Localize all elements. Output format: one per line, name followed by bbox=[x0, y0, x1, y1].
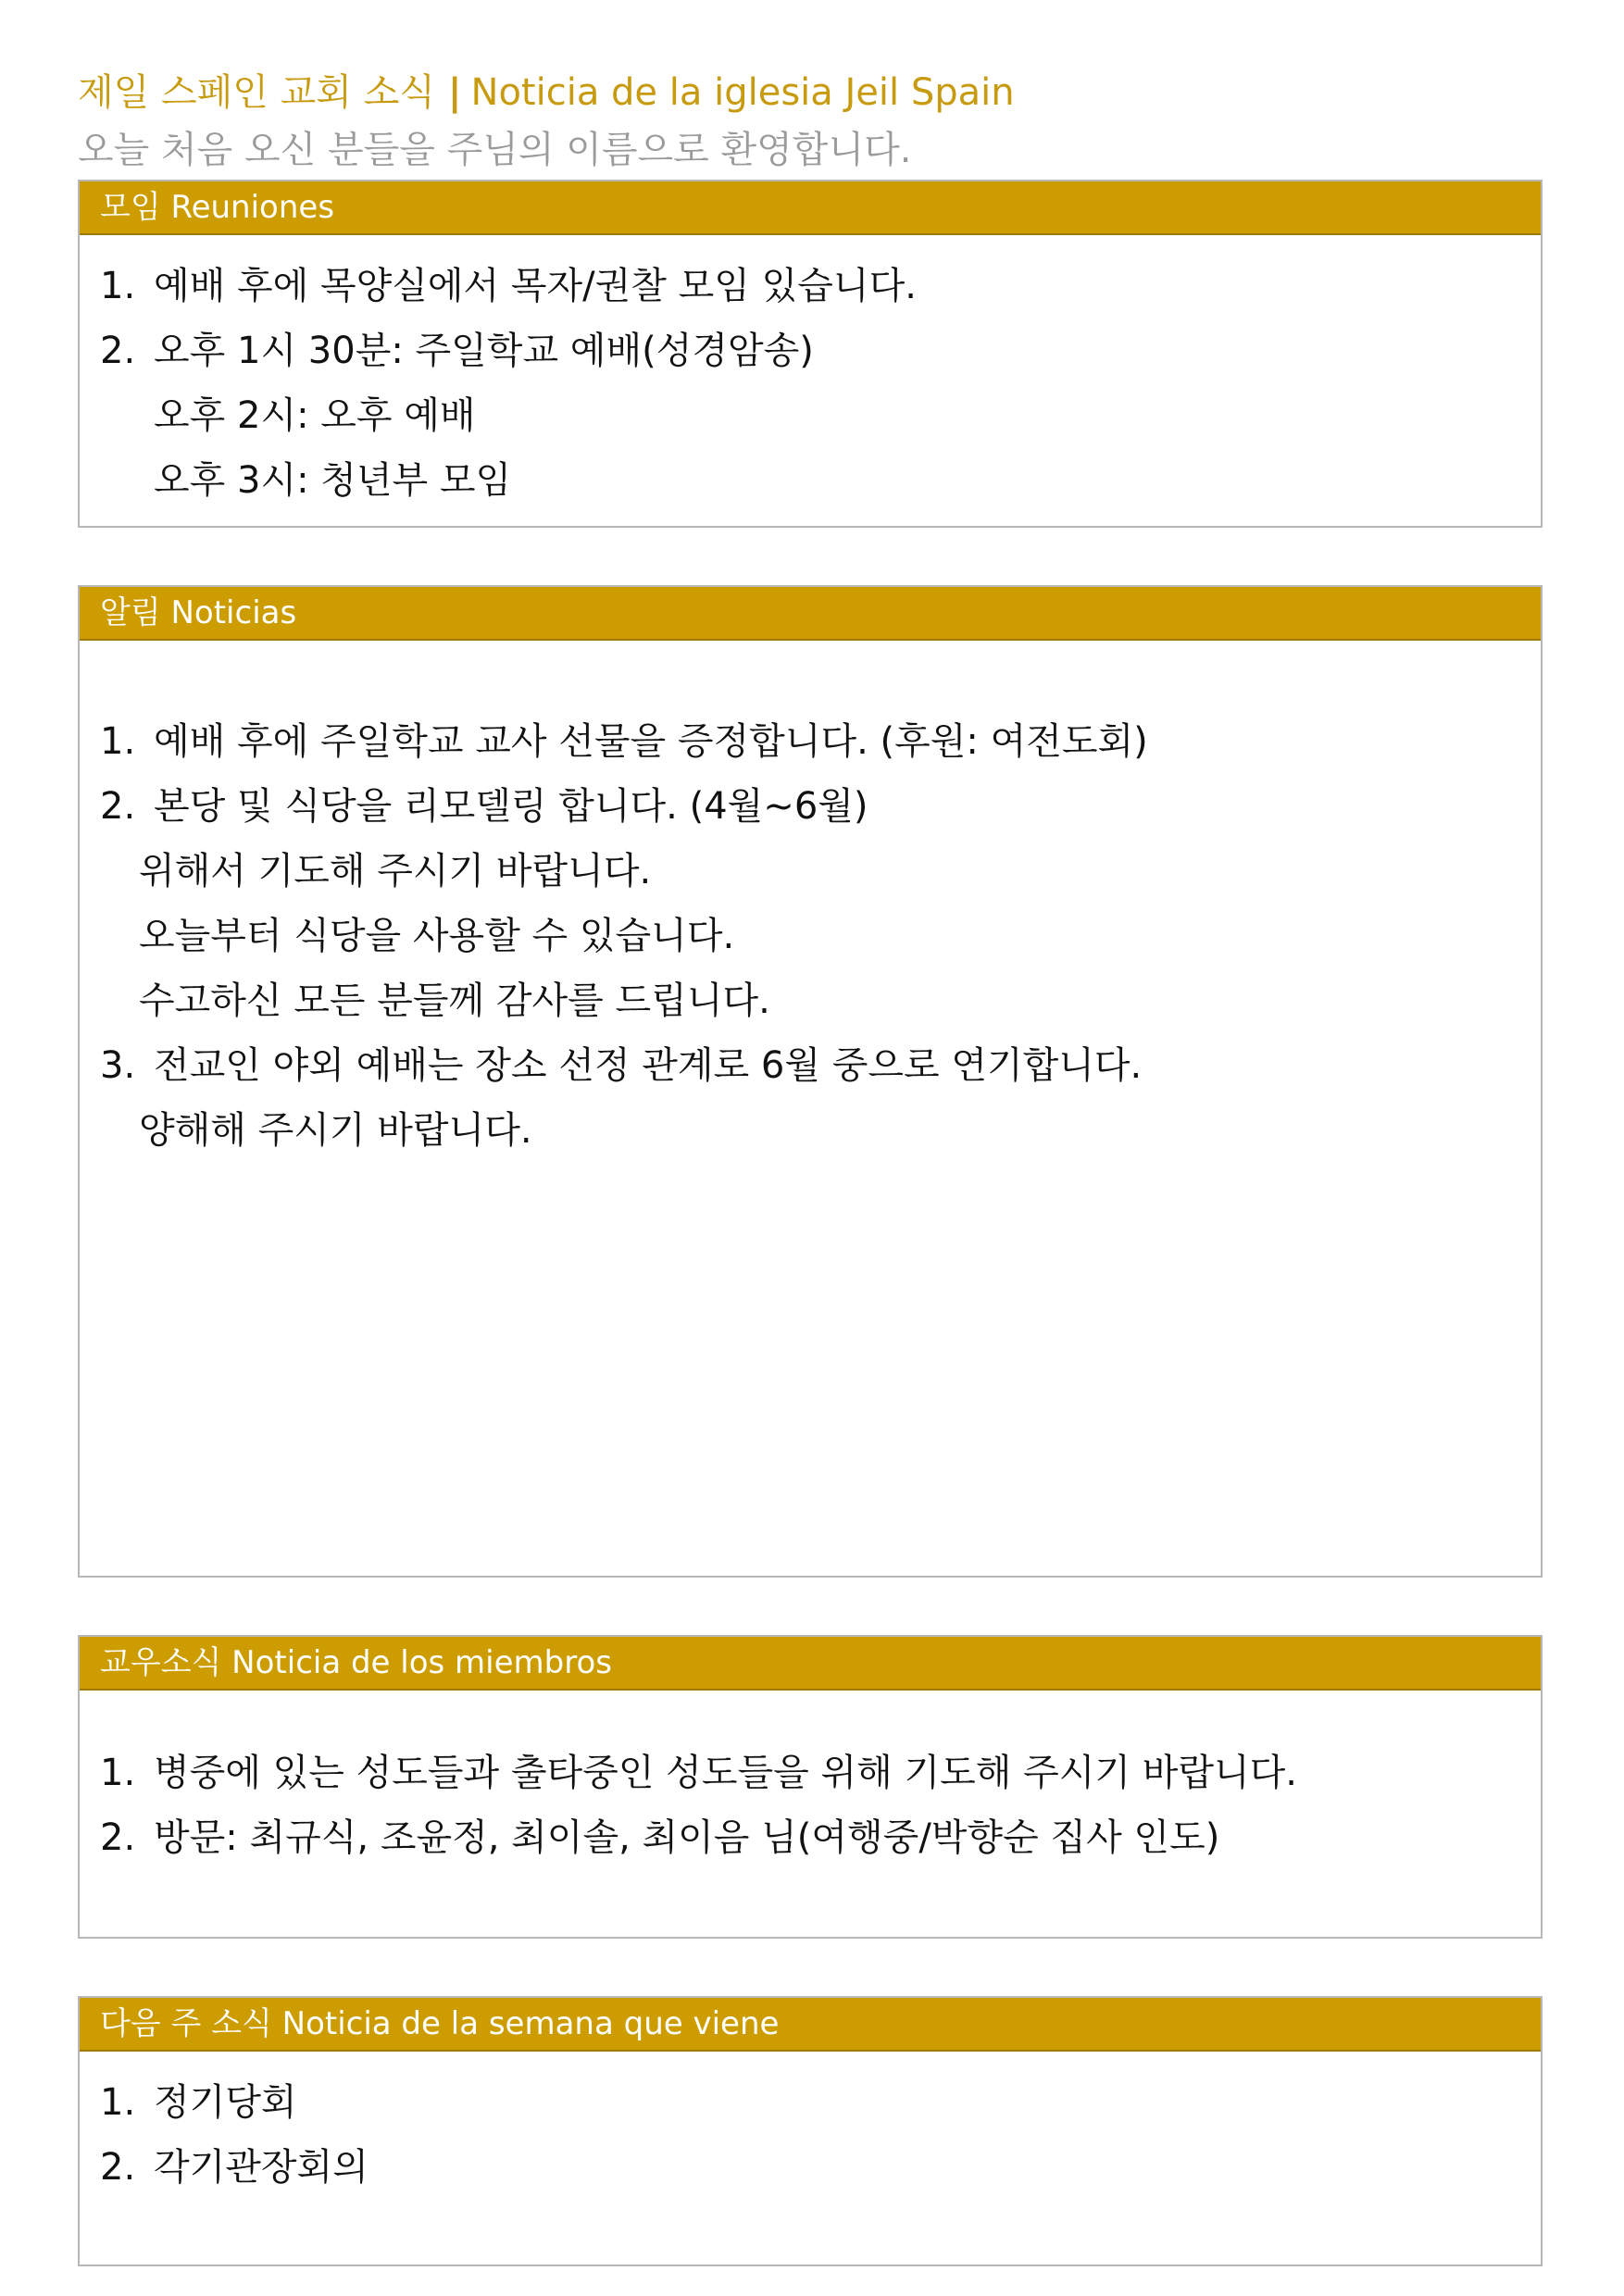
list-text: 예배 후에 목양실에서 목자/권찰 모임 있습니다. bbox=[154, 265, 917, 307]
section-semana bbox=[78, 1996, 1543, 2266]
list-item bbox=[100, 1805, 1541, 1870]
list-subline: 양해해 주시기 바랍니다. bbox=[139, 1109, 532, 1152]
list-subline: 위해서 기도해 주시기 바랍니다. bbox=[139, 850, 652, 892]
section-heading-noticias: 알림 Noticias bbox=[80, 587, 1541, 641]
list-text: 전교인 야외 예배는 장소 선정 관계로 6월 중으로 연기합니다. bbox=[154, 1044, 1143, 1087]
section-noticias bbox=[78, 585, 1543, 1578]
section-body-miembros bbox=[80, 1691, 1541, 1870]
list-number: 2. bbox=[100, 785, 136, 828]
list-number: 1. bbox=[100, 2081, 136, 2124]
section-body-semana bbox=[80, 2052, 1541, 2200]
list-subline: 수고하신 모든 분들께 감사를 드립니다. bbox=[139, 980, 770, 1022]
list-number: 1. bbox=[100, 1752, 136, 1794]
list-item bbox=[100, 318, 1541, 383]
list-subline: 오늘부터 식당을 사용할 수 있습니다. bbox=[139, 915, 735, 957]
list-text: 본당 및 식당을 리모델링 합니다. (4월~6월) bbox=[154, 785, 868, 828]
page-title bbox=[78, 67, 1559, 119]
list-text: 예배 후에 주일학교 교사 선물을 증정합니다. (후원: 여전도회) bbox=[154, 720, 1148, 763]
title-korean: 제일 스페인 교회 소식 bbox=[78, 71, 435, 114]
section-miembros bbox=[78, 1635, 1543, 1939]
list-text: 정기당회 bbox=[154, 2081, 297, 2124]
welcome-message: 오늘 처음 오신 분들을 주님의 이름으로 환영합니다. bbox=[78, 129, 912, 171]
list-item bbox=[100, 2070, 1541, 2135]
list-subline: 오후 3시: 청년부 모임 bbox=[154, 459, 512, 502]
section-body-reuniones bbox=[80, 235, 1541, 513]
list-number: 2. bbox=[100, 1816, 136, 1859]
list-item bbox=[100, 1741, 1541, 1805]
list-number: 2. bbox=[100, 330, 136, 372]
list-text: 방문: 최규식, 조윤정, 최이솔, 최이음 님(여행중/박향순 집사 인도) bbox=[154, 1816, 1220, 1859]
section-heading-miembros: 교우소식 Noticia de los miembros bbox=[80, 1637, 1541, 1691]
list-text: 각기관장회의 bbox=[154, 2146, 369, 2189]
title-spanish: Noticia de la iglesia Jeil Spain bbox=[470, 71, 1015, 114]
section-reuniones bbox=[78, 180, 1543, 528]
title-separator: | bbox=[447, 71, 462, 114]
list-item bbox=[100, 774, 1541, 839]
list-subline: 오후 2시: 오후 예배 bbox=[154, 394, 476, 437]
section-body-noticias bbox=[80, 641, 1541, 1163]
section-heading-semana: 다음 주 소식 Noticia de la semana que viene bbox=[80, 1998, 1541, 2052]
list-item bbox=[100, 254, 1541, 318]
list-number: 2. bbox=[100, 2146, 136, 2189]
page-header bbox=[78, 67, 1559, 176]
list-item bbox=[100, 2135, 1541, 2200]
section-heading-reuniones: 모임 Reuniones bbox=[80, 181, 1541, 235]
list-number: 1. bbox=[100, 265, 136, 307]
list-text: 병중에 있는 성도들과 출타중인 성도들을 위해 기도해 주시기 바랍니다. bbox=[154, 1752, 1297, 1794]
list-item bbox=[100, 709, 1541, 774]
list-number: 1. bbox=[100, 720, 136, 763]
list-number: 3. bbox=[100, 1044, 136, 1087]
list-item bbox=[100, 1033, 1541, 1098]
list-text: 오후 1시 30분: 주일학교 예배(성경암송) bbox=[154, 330, 814, 372]
